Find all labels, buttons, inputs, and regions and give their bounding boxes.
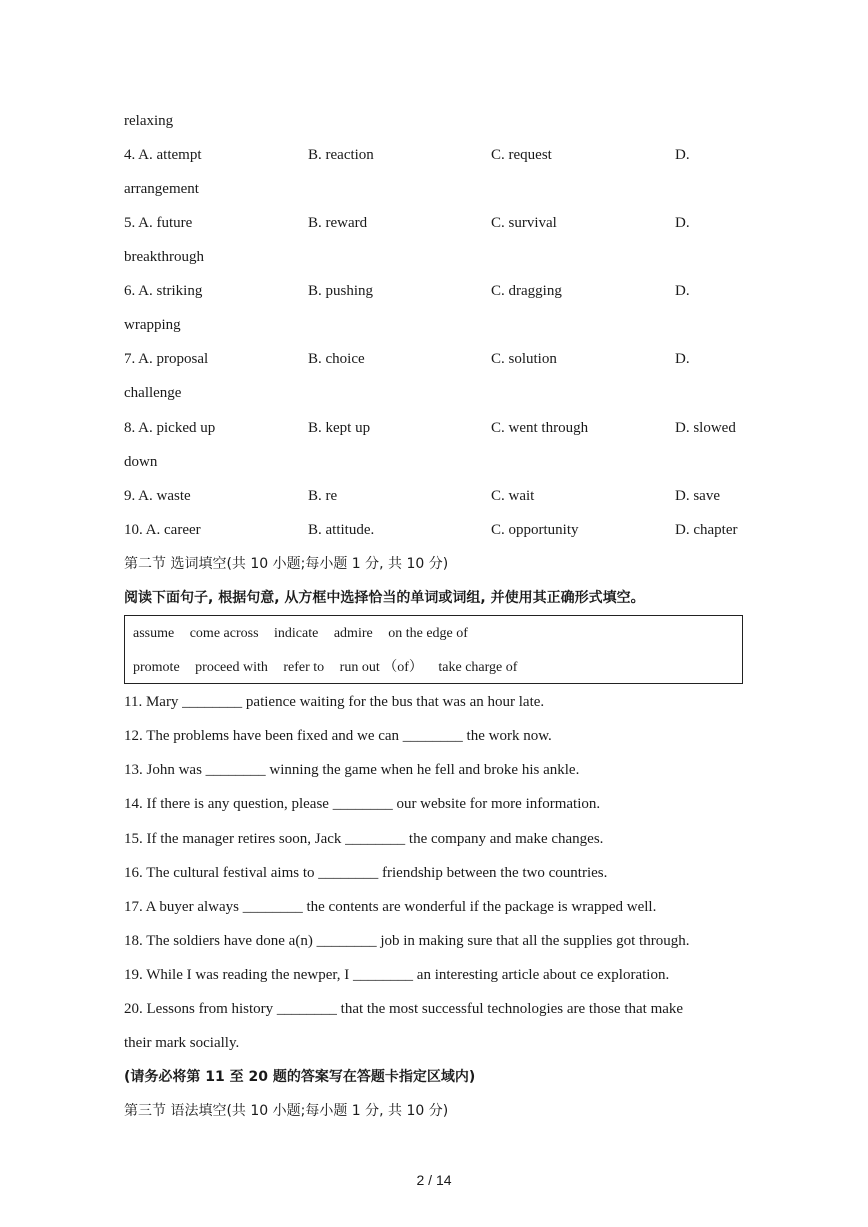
option-b: B. attitude. xyxy=(308,522,375,538)
fill-question-20-continuation: their mark socially. xyxy=(124,1035,240,1051)
option-b: B. pushing xyxy=(308,283,374,299)
word-option: refer to xyxy=(283,660,325,675)
option-b: B. choice xyxy=(308,351,365,367)
fill-question-13: 13. John was ________ winning the game when he fell and broke his ankle. xyxy=(124,762,580,778)
option-d: D. xyxy=(675,147,690,163)
option-b: B. reward xyxy=(308,215,368,231)
fill-question-17: 17. A buyer always ________ the contents are wonderful if the package is wrapped well. xyxy=(124,899,657,915)
option-d: D. xyxy=(675,215,690,231)
word-option: come across xyxy=(189,626,259,641)
option-b: B. kept up xyxy=(308,420,371,436)
option-c: C. wait xyxy=(491,488,535,504)
option-c: C. request xyxy=(491,147,552,163)
option-d: D. xyxy=(675,351,690,367)
word-option: proceed with xyxy=(195,660,268,675)
option-d-wrap: arrangement xyxy=(124,181,199,197)
option-a: 6. A. striking xyxy=(124,283,203,299)
option-a: 7. A. proposal xyxy=(124,351,209,367)
option-a: 9. A. waste xyxy=(124,488,191,504)
option-c: C. solution xyxy=(491,351,557,367)
option-a: 10. A. career xyxy=(124,522,201,538)
option-b: B. reaction xyxy=(308,147,374,163)
word-option: indicate xyxy=(274,626,319,641)
option-d: D. save xyxy=(675,488,720,504)
option-b: B. re xyxy=(308,488,338,504)
option-a: 5. A. future xyxy=(124,215,193,231)
option-c: C. went through xyxy=(491,420,589,436)
option-c: C. dragging xyxy=(491,283,562,299)
section2-heading: 第二节 选词填空(共 10 小题;每小题 1 分, 共 10 分) xyxy=(124,556,449,572)
answer-note: (请务必将第 11 至 20 题的答案写在答题卡指定区域内) xyxy=(124,1069,476,1085)
option-d-wrap: breakthrough xyxy=(124,249,204,265)
option-c: C. survival xyxy=(491,215,557,231)
fill-question-18: 18. The soldiers have done a(n) ________ job in making sure that all the supplies got through. xyxy=(124,933,690,949)
option-d-wrap: challenge xyxy=(124,385,182,401)
option-a: 4. A. attempt xyxy=(124,147,202,163)
word-option: take charge of xyxy=(438,660,518,675)
option-c: C. opportunity xyxy=(491,522,579,538)
fill-question-19: 19. While I was reading the newper, I ________ an interesting article about ce exploration. xyxy=(124,967,670,983)
fill-question-12: 12. The problems have been fixed and we can ________ the work now. xyxy=(124,728,552,744)
section3-heading: 第三节 语法填空(共 10 小题;每小题 1 分, 共 10 分) xyxy=(124,1103,449,1119)
word-bank-box xyxy=(124,615,743,684)
option-d-wrap: down xyxy=(124,454,158,470)
fill-question-15: 15. If the manager retires soon, Jack ________ the company and make changes. xyxy=(124,831,604,847)
continuation-text: relaxing xyxy=(124,113,174,129)
word-bank-row-2 xyxy=(133,658,529,678)
word-bank-row-1 xyxy=(133,624,480,644)
word-option: assume xyxy=(133,626,175,641)
word-option: run out （of） xyxy=(339,660,423,675)
option-d: D. slowed xyxy=(675,420,736,436)
word-option: on the edge of xyxy=(388,626,468,641)
option-a: 8. A. picked up xyxy=(124,420,216,436)
option-d: D. xyxy=(675,283,690,299)
page-number: 2 / 14 xyxy=(416,1172,452,1188)
fill-question-14: 14. If there is any question, please ________ our website for more information. xyxy=(124,796,601,812)
option-d-wrap: wrapping xyxy=(124,317,181,333)
option-d: D. chapter xyxy=(675,522,738,538)
word-option: promote xyxy=(133,660,180,675)
fill-question-11: 11. Mary ________ patience waiting for the bus that was an hour late. xyxy=(124,694,545,710)
section2-instruction: 阅读下面句子, 根据句意, 从方框中选择恰当的单词或词组, 并使用其正确形式填空。 xyxy=(124,590,645,606)
fill-question-20: 20. Lessons from history ________ that the most successful technologies are those that make xyxy=(124,1001,684,1017)
word-option: admire xyxy=(333,626,373,641)
fill-question-16: 16. The cultural festival aims to ________ friendship between the two countries. xyxy=(124,865,608,881)
